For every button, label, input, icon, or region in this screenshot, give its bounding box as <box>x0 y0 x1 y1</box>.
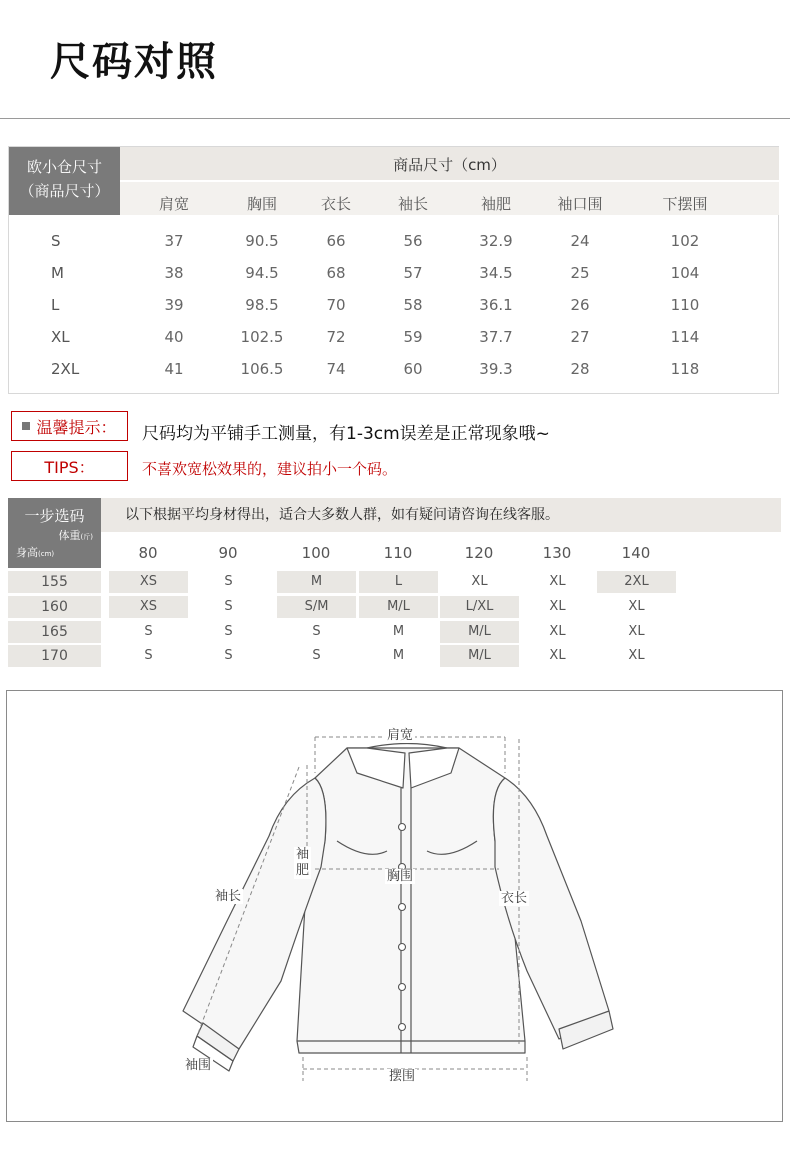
label-cuff: 袖围 <box>185 1058 212 1073</box>
recommend-size-cell: L <box>359 571 438 593</box>
label-sleeve-width: 袖 肥 <box>296 847 310 878</box>
recommend-size-cell: XL <box>549 574 566 589</box>
weight-axis-label: 体重(斤) <box>58 529 93 542</box>
recommend-size-cell: XL <box>628 648 645 663</box>
size-table-cell: 40 <box>164 328 184 346</box>
size-table-cell: 36.1 <box>479 296 513 314</box>
height-row-label: 165 <box>8 621 101 643</box>
label-hem: 摆围 <box>389 1069 416 1084</box>
recommend-size-cell: XL <box>549 648 566 663</box>
size-table-cell: 60 <box>403 360 423 378</box>
recommend-size-cell: XL <box>628 624 645 639</box>
recommend-size-cell: S <box>144 624 153 639</box>
recommend-size-cell: S <box>224 624 233 639</box>
size-table-cell: 28 <box>570 360 590 378</box>
recommend-size-cell: S <box>224 574 233 589</box>
recommend-size-cell: M <box>392 648 405 663</box>
recommend-size-cell: XS <box>109 571 188 593</box>
size-table-cell: 58 <box>403 296 423 314</box>
recommend-size-cell: XL <box>628 599 645 614</box>
size-table-corner <box>9 147 120 215</box>
tip-label-2 <box>11 451 128 481</box>
corner-line-2: （商品尺寸） <box>19 182 110 200</box>
recommend-size-cell: S <box>224 648 233 663</box>
size-row-label: S <box>51 232 61 250</box>
recommend-corner-title: 一步选码 <box>24 507 85 525</box>
height-row-label: 155 <box>8 571 101 593</box>
corner-line-1: 欧小仓尺寸 <box>26 158 102 176</box>
weight-column-header: 100 <box>301 544 331 562</box>
shirt-outline-illustration <box>7 691 784 1123</box>
size-table-cell: 74 <box>326 360 346 378</box>
weight-column-header: 80 <box>138 544 158 562</box>
recommend-size-cell: XL <box>549 624 566 639</box>
size-table-cell: 37.7 <box>479 328 513 346</box>
size-table-cell: 57 <box>403 264 423 282</box>
size-table <box>8 146 779 394</box>
tip-label-1 <box>11 411 128 441</box>
size-table-cell: 70 <box>326 296 346 314</box>
recommend-size-cell: M <box>277 571 356 593</box>
tip-label-2-text: TIPS： <box>44 457 95 477</box>
size-column-header: 胸围 <box>246 195 278 213</box>
size-table-cell: 118 <box>670 360 700 378</box>
size-table-cell: 104 <box>670 264 700 282</box>
size-row-label: L <box>51 296 60 314</box>
size-table-cell: 39.3 <box>479 360 513 378</box>
size-column-header: 袖长 <box>397 195 429 213</box>
size-table-cell: 24 <box>570 232 590 250</box>
recommend-size-cell: XL <box>471 574 488 589</box>
size-column-header: 肩宽 <box>158 195 190 213</box>
size-column-header: 下摆围 <box>662 195 708 213</box>
garment-diagram <box>6 690 783 1122</box>
height-row-label: 170 <box>8 645 101 667</box>
size-table-cell: 25 <box>570 264 590 282</box>
size-table-cell: 26 <box>570 296 590 314</box>
label-chest: 胸围 <box>387 869 414 884</box>
square-bullet-icon <box>22 422 30 430</box>
size-column-header: 袖口围 <box>557 195 603 213</box>
size-table-cell: 39 <box>164 296 184 314</box>
recommend-header: 以下根据平均身材得出，适合大多数人群，如有疑问请咨询在线客服。 <box>101 498 781 532</box>
size-table-cell: 110 <box>670 296 700 314</box>
size-table-cell: 38 <box>164 264 184 282</box>
recommend-size-cell: M <box>392 624 405 639</box>
page-title: 尺码对照 <box>50 39 218 85</box>
recommend-size-cell: XS <box>109 596 188 618</box>
size-table-cell: 59 <box>403 328 423 346</box>
size-column-header: 袖肥 <box>480 195 512 213</box>
size-row-label: M <box>51 264 64 282</box>
recommend-size-cell: M/L <box>440 621 519 643</box>
weight-column-header: 120 <box>464 544 494 562</box>
recommend-size-cell: S/M <box>277 596 356 618</box>
size-column-header: 衣长 <box>320 195 352 213</box>
weight-column-header: 140 <box>621 544 651 562</box>
recommend-size-cell: S <box>312 624 321 639</box>
size-table-cell: 114 <box>670 328 700 346</box>
recommend-size-cell: XL <box>549 599 566 614</box>
label-shoulder: 肩宽 <box>387 728 414 743</box>
size-table-cell: 102 <box>670 232 700 250</box>
label-body-length: 衣长 <box>501 891 528 906</box>
recommend-size-cell: S <box>312 648 321 663</box>
size-table-cell: 27 <box>570 328 590 346</box>
title-divider <box>0 118 790 119</box>
recommend-size-cell: 2XL <box>597 571 676 593</box>
recommend-size-cell: S <box>144 648 153 663</box>
tip-text-1: 尺码均为平铺手工测量，有1-3cm误差是正常现象哦~ <box>142 424 550 444</box>
label-sleeve-length: 袖长 <box>215 889 242 904</box>
tip-text-2: 不喜欢宽松效果的，建议拍小一个码。 <box>142 460 398 478</box>
tip-label-1-text: 温馨提示： <box>36 417 117 437</box>
size-table-cell: 56 <box>403 232 423 250</box>
size-table-cell: 32.9 <box>479 232 513 250</box>
size-table-cell: 106.5 <box>240 360 284 378</box>
size-table-cell: 94.5 <box>245 264 279 282</box>
size-table-cell: 41 <box>164 360 184 378</box>
recommend-size-cell: M/L <box>359 596 438 618</box>
height-axis-label: 身高(cm) <box>16 546 55 559</box>
size-table-cell: 72 <box>326 328 346 346</box>
recommend-size-cell: L/XL <box>440 596 519 618</box>
size-table-cell: 34.5 <box>479 264 513 282</box>
recommend-size-cell: S <box>224 599 233 614</box>
weight-column-header: 110 <box>383 544 413 562</box>
size-row-label: XL <box>51 328 70 346</box>
size-table-header: 商品尺寸（cm） <box>120 147 779 181</box>
size-table-cell: 98.5 <box>245 296 279 314</box>
height-row-label: 160 <box>8 596 101 618</box>
size-table-cell: 68 <box>326 264 346 282</box>
size-row-label: 2XL <box>51 360 80 378</box>
recommend-corner <box>8 498 101 568</box>
size-table-cell: 37 <box>164 232 184 250</box>
weight-column-header: 90 <box>218 544 238 562</box>
size-table-cell: 102.5 <box>240 328 284 346</box>
size-table-cell: 90.5 <box>245 232 279 250</box>
weight-column-header: 130 <box>542 544 572 562</box>
size-table-cell: 66 <box>326 232 346 250</box>
recommend-size-cell: M/L <box>440 645 519 667</box>
